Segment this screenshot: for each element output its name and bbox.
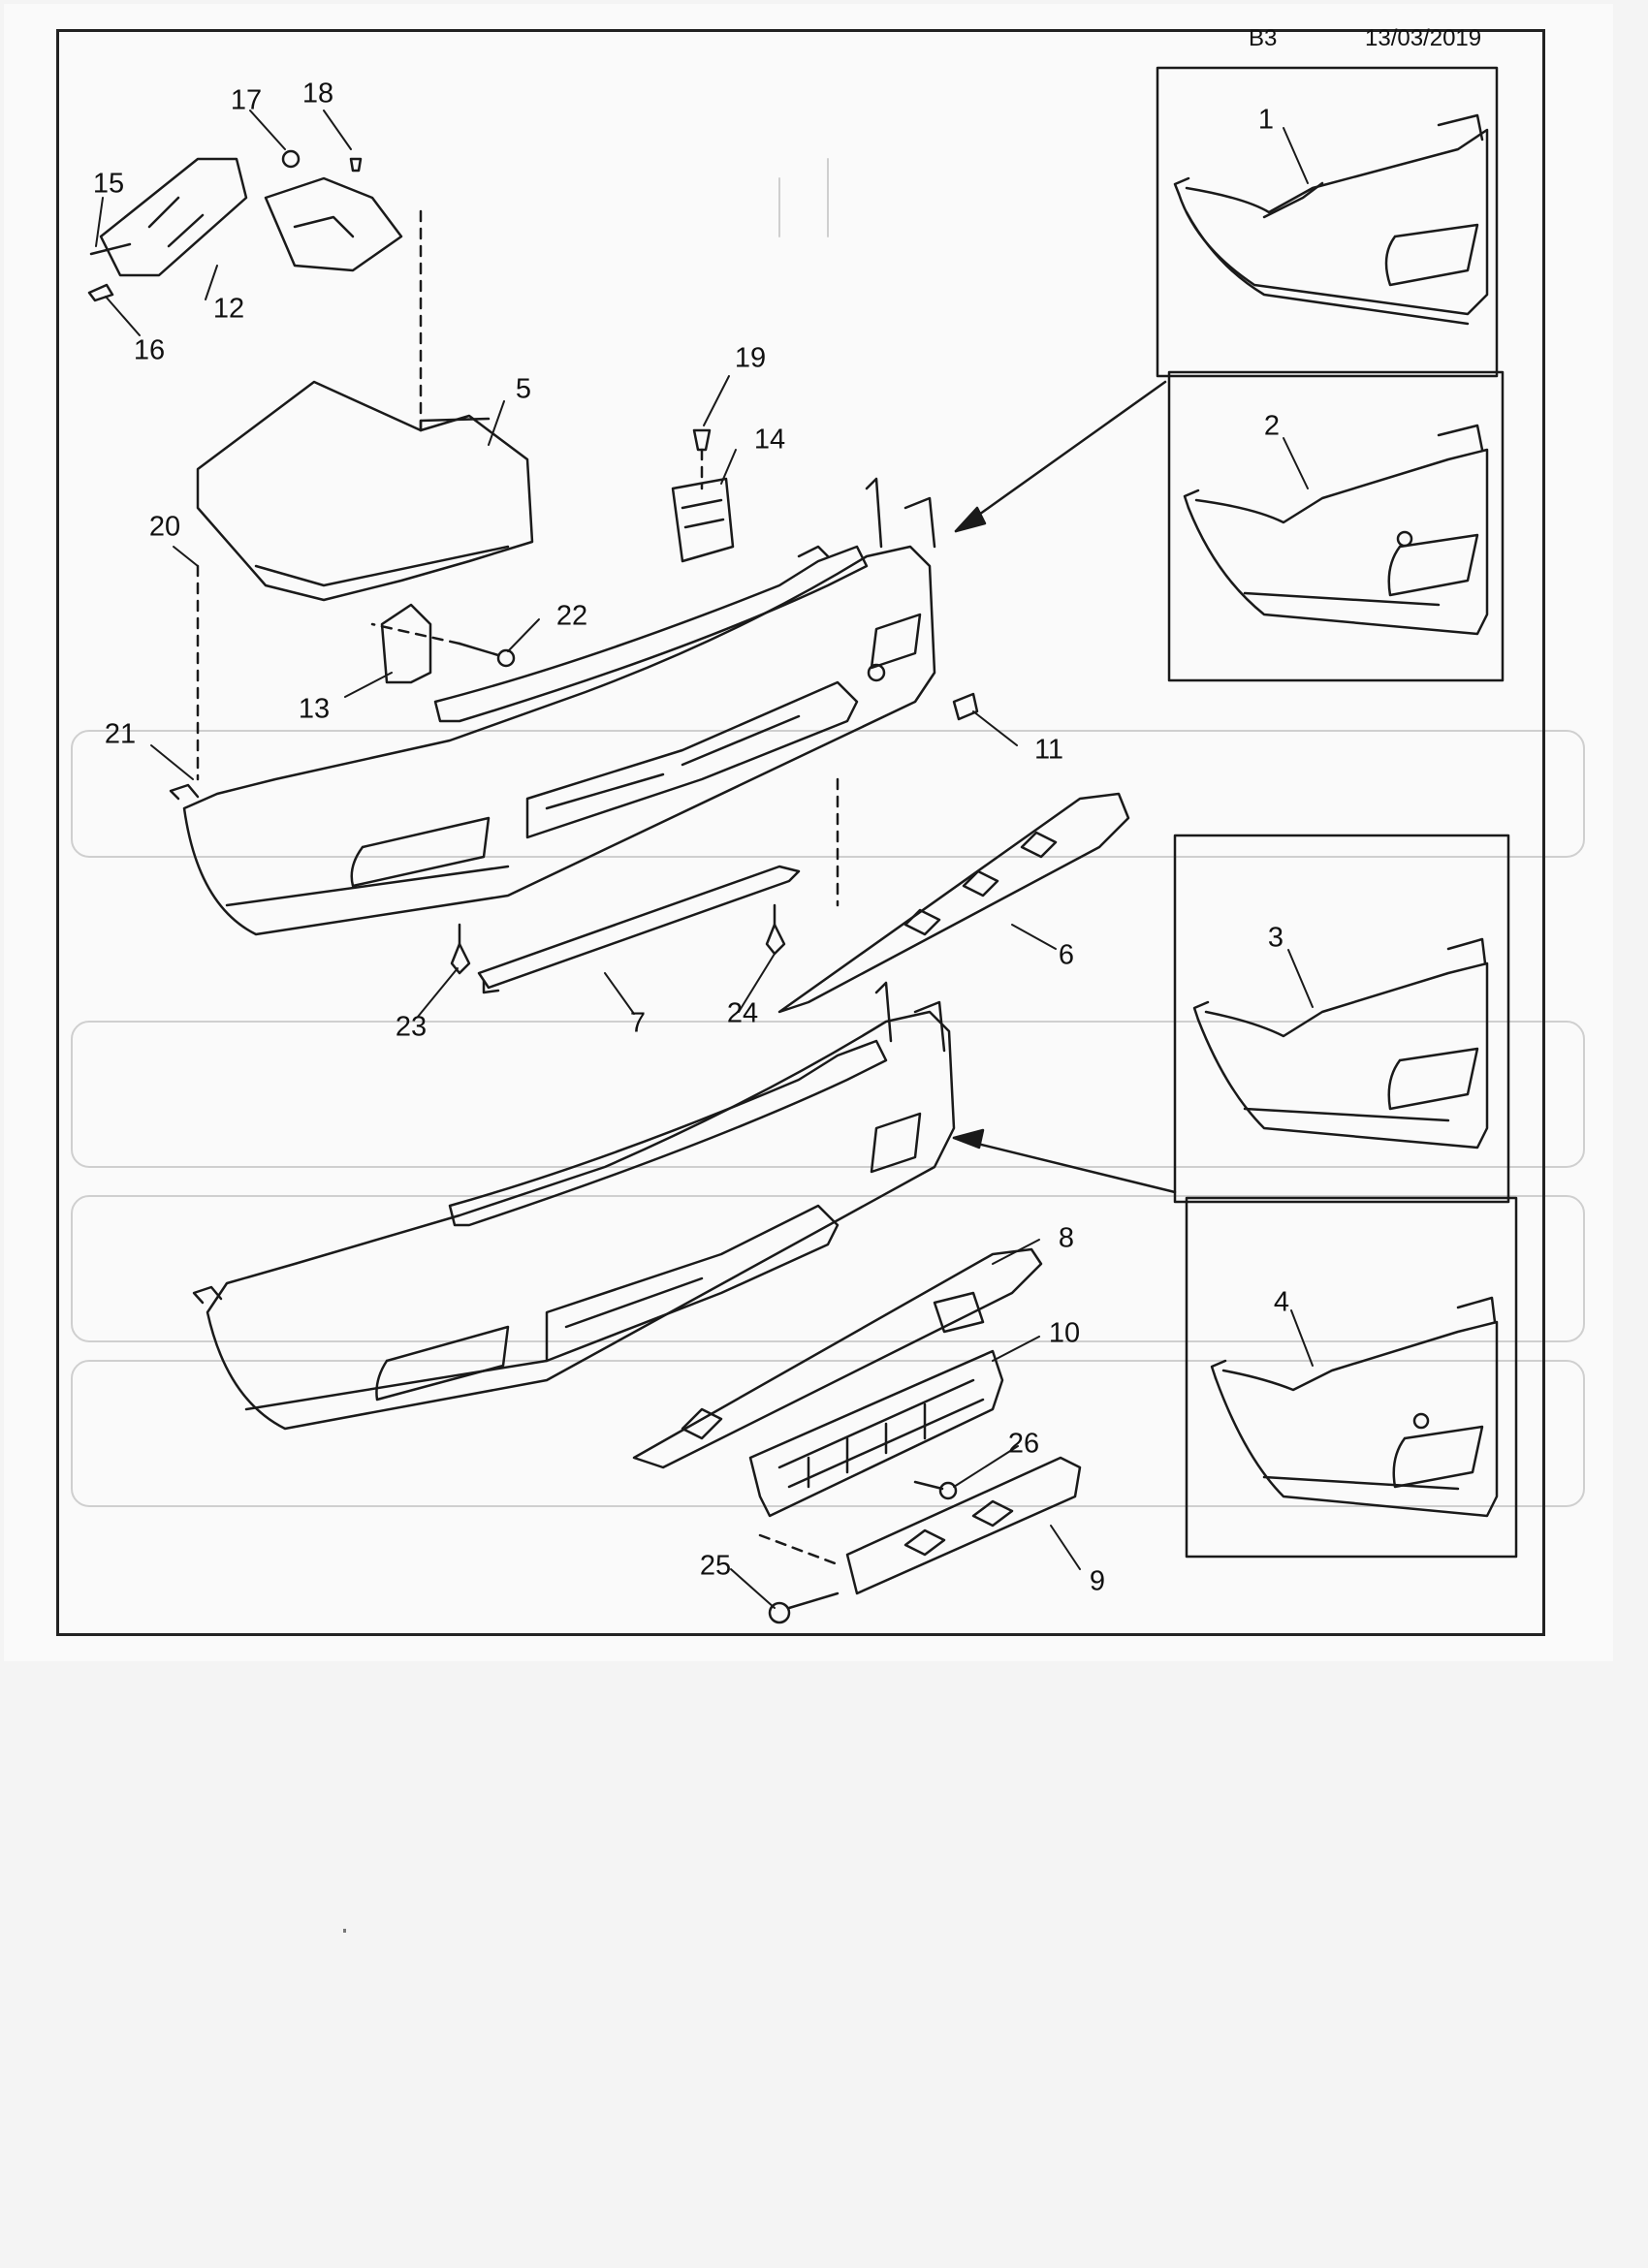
callout-10: 10 [1048,1317,1081,1349]
callout-8: 8 [1058,1222,1075,1254]
callout-6: 6 [1058,939,1075,971]
callout-24: 24 [726,997,759,1029]
callout-18: 18 [301,78,334,110]
callout-13: 13 [298,693,331,725]
callout-2: 2 [1263,410,1281,442]
callout-4: 4 [1273,1286,1290,1318]
sheet-code: B3 [1249,25,1278,51]
callout-14: 14 [753,424,786,456]
callout-17: 17 [230,84,263,116]
callout-16: 16 [133,334,166,366]
callout-26: 26 [1007,1428,1040,1460]
callout-21: 21 [104,718,137,750]
callout-9: 9 [1089,1565,1106,1597]
callout-23: 23 [395,1011,428,1043]
callout-5: 5 [515,373,532,405]
callout-25: 25 [699,1550,732,1582]
callout-12: 12 [212,293,245,325]
callout-3: 3 [1267,922,1284,954]
sheet-date: 13/03/2019 [1365,25,1482,51]
callout-20: 20 [148,511,181,543]
callout-15: 15 [92,168,125,200]
callout-22: 22 [555,600,588,632]
callout-7: 7 [629,1007,647,1039]
drawing-frame [56,29,1545,1636]
scanned-sheet [4,4,1613,1661]
callout-1: 1 [1257,104,1275,136]
paper-speck [343,1929,346,1933]
callout-19: 19 [734,342,767,374]
callout-11: 11 [1033,734,1064,766]
